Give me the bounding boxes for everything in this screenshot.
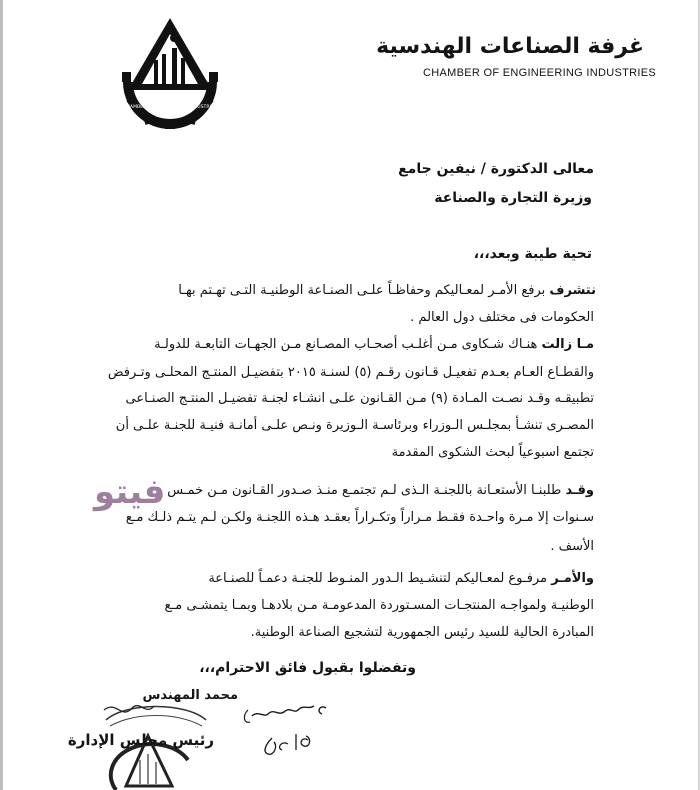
paragraph-2-line-2: والقطـاع العـام بعـدم تفعيـل قـانون رقـم (٥) لسنـة ٢٠١٥ بتفضيـل المنتـج المحلـى وتـرفض	[107, 365, 594, 380]
paragraph-3-lead: وقـد	[565, 483, 594, 498]
paragraph-3-line-3: الأسف .	[550, 539, 594, 554]
recipient-title: وزيرة التجارة والصناعة	[434, 190, 592, 206]
paragraph-3-line-1	[167, 484, 594, 497]
paragraph-4-line-1	[208, 572, 594, 585]
paragraph-2-line-5: تجتمع اسبوعياً لبحث الشكوى المقدمة	[391, 445, 594, 460]
paragraph-1-line-2: الحكومات فى مختلف دول العالم .	[410, 310, 594, 325]
paragraph-4-text: مرفـوع لمعـاليكم لتنشـيط الـدور المنـوط للجنـة دعمـاً للصنـاعة	[208, 571, 548, 586]
paragraph-4-line-3: المبادرة الحالية للسيد رئيس الجمهورية لتشجيع الصناعة الوطنية.	[250, 625, 594, 640]
page-border-left	[0, 0, 3, 790]
paragraph-2-line-4: المصـرى تنشـأ بمجلـس الـوزراء وبرئاسـة الـوزيرة ونـص علـى أمانـة فنيـة للجنـة علـى أن	[115, 418, 594, 433]
signatory-name: محمد المهندس	[142, 688, 238, 703]
paragraph-1-text: برفع الأمـر لمعـاليكم وحفاظـاً علـى الصنـاعة الوطنيـة التـى تهـتم بهـا	[178, 283, 546, 298]
paragraph-2-lead: مـا زالت	[541, 337, 594, 352]
closing-line: وتفضلوا بقبول فائق الاحترام،،،	[199, 660, 416, 676]
org-name-arabic: غرفة الصناعات الهندسية	[376, 34, 644, 59]
logo-ring-text: CHAMBER OF ENGINEERING INDUSTRIES	[123, 105, 217, 110]
paragraph-4-lead: والأمـر	[551, 571, 594, 586]
greeting: تحية طيبة وبعد،،،	[473, 246, 592, 262]
paragraph-4-line-2: الوطنيـة ولمواجـه المنتجـات المسـتوردة المدعومـة مـن بلادهـا وبمـا يتمشـى مـع	[164, 598, 594, 613]
publisher-watermark: فيتو	[94, 472, 166, 512]
org-name-english: CHAMBER OF ENGINEERING INDUSTRIES	[423, 67, 656, 79]
paragraph-2-line-1	[154, 338, 594, 351]
signatory-title: رئيس مجلس الإدارة	[67, 731, 214, 749]
paragraph-2-line-3: تطبيقـه وقـد نصـت المـادة (٩) مـن القـانون علـى انشـاء لجنـة تفضيـل المنتـج الصنـاعى	[125, 391, 594, 406]
recipient-name: معالى الدكتورة / نيفين جامع	[398, 161, 594, 177]
handwritten-signature	[228, 700, 338, 760]
paragraph-2-text: هنـاك شـكاوى مـن أغلـب أصحـاب المصـانع مـن الجهـات التابعـة للدولـة	[154, 337, 538, 352]
paragraph-3-text: طلبنـا الأستعـانة باللجنـة الـذى لـم تجتمـع منـذ صـدور القـانون مـن خمـس	[167, 483, 562, 498]
chamber-logo	[120, 12, 220, 130]
paragraph-3-line-2: سـنوات إلا مـرة واحـدة فقـط مـراراً وتكـراراً بعقـد هـذه اللجنـة ولكـن لـم يتـم ذلـك مـع	[125, 510, 594, 525]
paragraph-1-line-1	[110, 284, 596, 297]
paragraph-1-lead: نتشرف	[549, 283, 596, 298]
